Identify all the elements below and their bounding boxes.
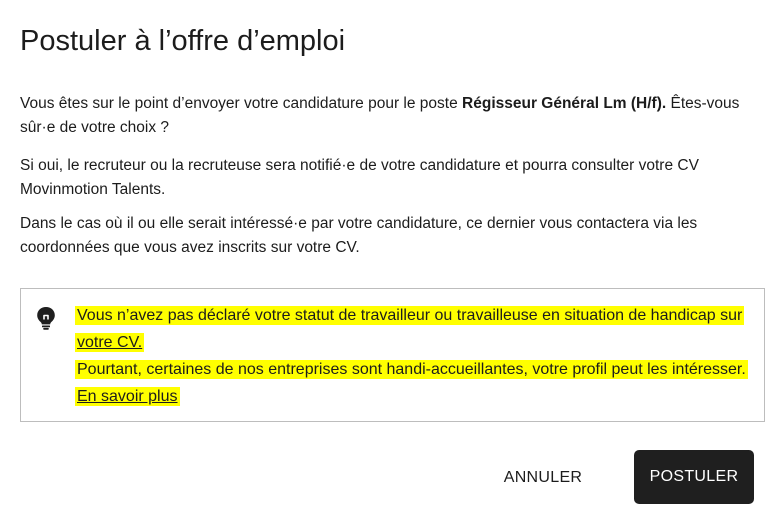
job-title: Régisseur Général Lm (H/f). <box>462 95 667 112</box>
confirmation-paragraph <box>20 92 770 140</box>
handicap-notice-box <box>20 288 765 422</box>
notice-line2 <box>75 360 748 406</box>
cv-link[interactable]: votre CV. <box>77 334 143 351</box>
paragraph-text-end: Êtes-vous sûr·e de votre choix ? <box>20 95 740 136</box>
notification-paragraph: Si oui, le recruteur ou la recruteuse sera notifié·e de votre candidature et pourra consulter votre CV Movinmotion Talents. <box>20 157 699 198</box>
notice-text <box>75 302 755 410</box>
paragraph-text-start: Vous êtes sur le point d’envoyer votre candidature pour le poste <box>20 95 463 112</box>
notice-line1 <box>75 306 744 352</box>
learn-more-link[interactable]: En savoir plus <box>77 388 178 405</box>
cancel-button[interactable]: ANNULER <box>484 452 602 504</box>
lightbulb-icon <box>36 306 56 330</box>
submit-application-button[interactable]: POSTULER <box>634 450 754 504</box>
notice-line1-text: Vous n’avez pas déclaré votre statut de travailleur ou travailleuse en situation de handicap sur <box>77 307 743 324</box>
contact-paragraph: Dans le cas où il ou elle serait intéressé·e par votre candidature, ce dernier vous contactera via les coordonnées que vous avez inscrits sur votre CV. <box>20 215 698 256</box>
dialog-title: Postuler à l’offre d’emploi <box>20 25 346 57</box>
notice-line2-text: Pourtant, certaines de nos entreprises sont handi-accueillantes, votre profil peut les intéresser. <box>77 361 746 378</box>
